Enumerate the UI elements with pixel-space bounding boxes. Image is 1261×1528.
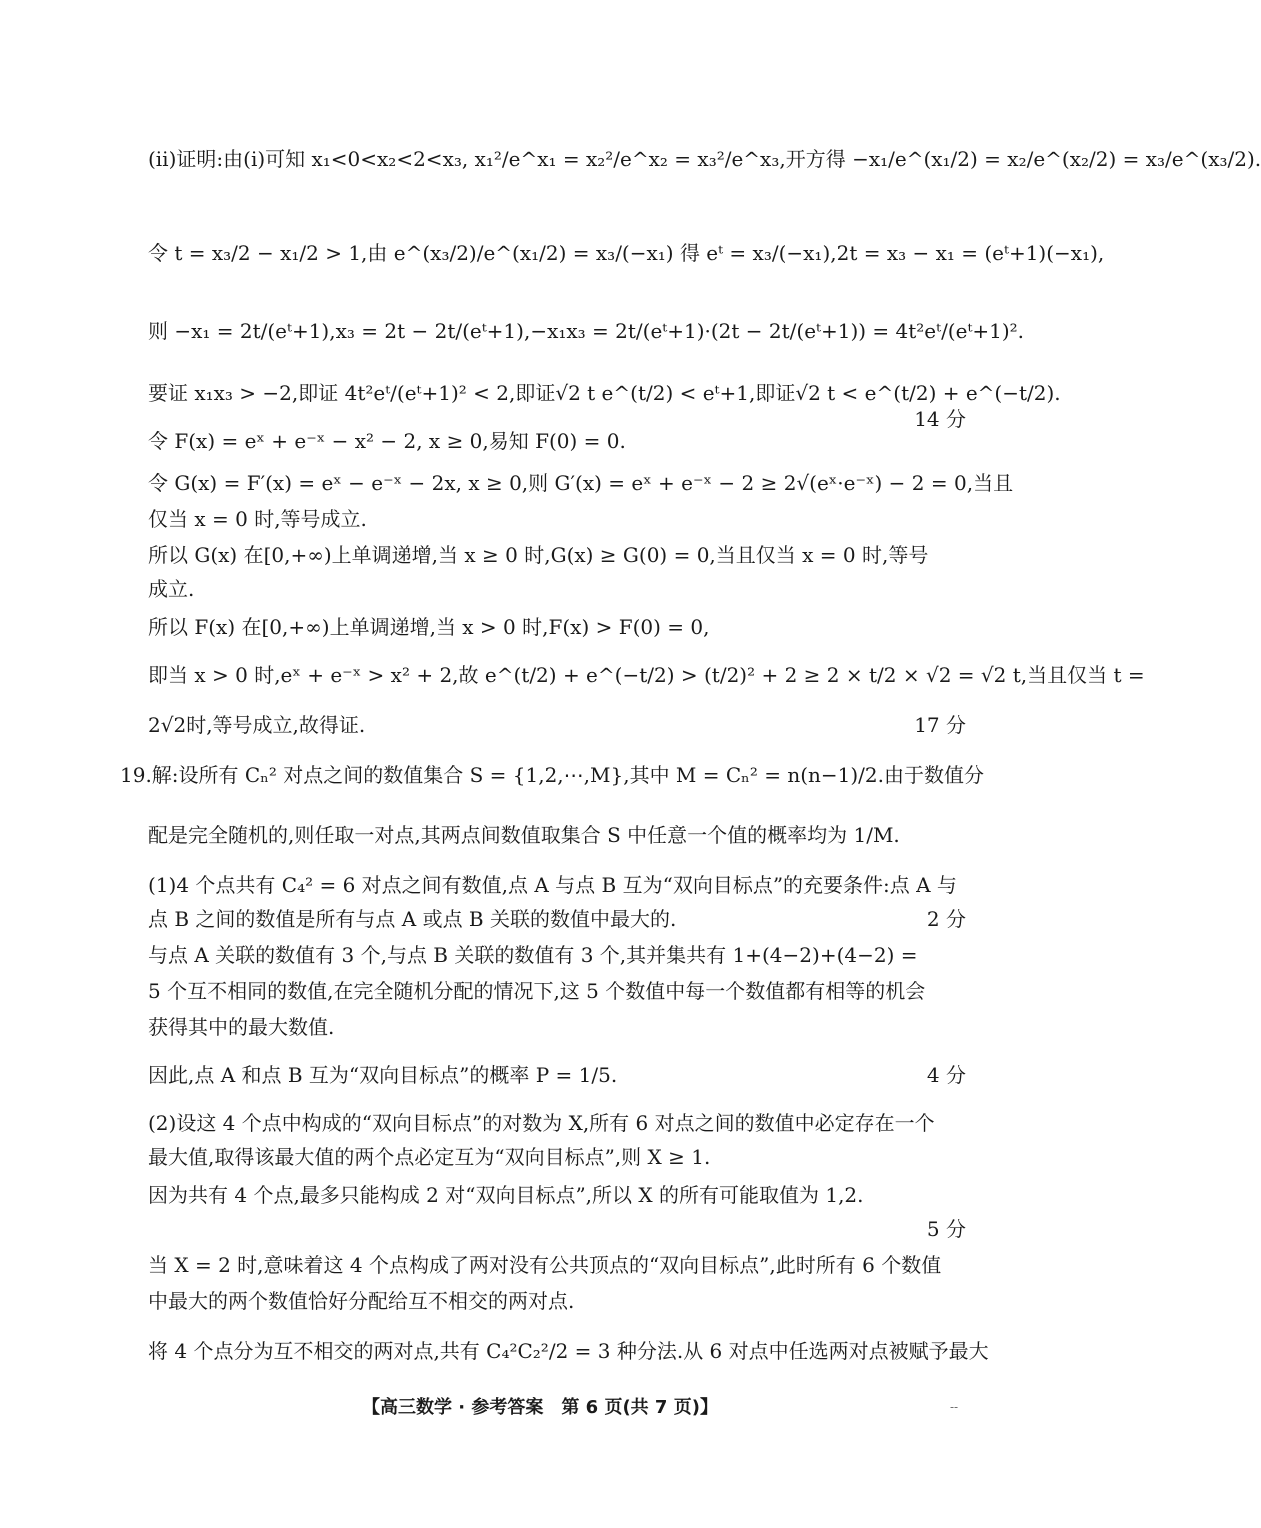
score-label: 2 分	[926, 907, 966, 931]
text-line: 所以 G(x) 在[0,+∞)上单调递增,当 x ≥ 0 时,G(x) ≥ G(0) = 0,当且仅当 x = 0 时,等号	[148, 543, 929, 567]
text-line: 仅当 x = 0 时,等号成立.	[148, 507, 367, 531]
text-line: (ⅱ)证明:由(ⅰ)可知 x₁<0<x₂<2<x₃, x₁²/e^x₁ = x₂²/e^x₂ = x₃²/e^x₃,开方得 −x₁/e^(x₁/2) = x₂/e^(x₂/2) = x₃/e^(x₃/2).	[148, 147, 1261, 171]
text-line: 则 −x₁ = 2t/(eᵗ+1),x₃ = 2t − 2t/(eᵗ+1),−x₁x₃ = 2t/(eᵗ+1)·(2t − 2t/(eᵗ+1)) = 4t²eᵗ/(eᵗ+1)².	[148, 319, 1025, 343]
page-footer: 【高三数学 · 参考答案 第 6 页(共 7 页)】	[362, 1397, 718, 1418]
text-line: 中最大的两个数值恰好分配给互不相交的两对点.	[148, 1289, 575, 1313]
text-line: 最大值,取得该最大值的两个点必定互为“双向目标点”,则 X ≥ 1.	[148, 1145, 711, 1169]
text-line: 获得其中的最大数值.	[148, 1015, 335, 1039]
text-line: 因为共有 4 个点,最多只能构成 2 对“双向目标点”,所以 X 的所有可能取值为 1,2.	[148, 1183, 864, 1207]
text-line: 令 G(x) = F′(x) = eˣ − e⁻ˣ − 2x, x ≥ 0,则 G′(x) = eˣ + e⁻ˣ − 2 ≥ 2√(eˣ·e⁻ˣ) − 2 = 0,当且	[148, 471, 1014, 495]
text-line: 所以 F(x) 在[0,+∞)上单调递增,当 x > 0 时,F(x) > F(0) = 0,	[148, 615, 710, 639]
score-label: 17 分	[914, 713, 966, 737]
text-line: 19.解:设所有 Cₙ² 对点之间的数值集合 S = {1,2,⋯,M},其中 M = Cₙ² = n(n−1)/2.由于数值分	[120, 763, 984, 787]
text-line: 令 F(x) = eˣ + e⁻ˣ − x² − 2, x ≥ 0,易知 F(0) = 0.	[148, 429, 626, 453]
text-line: 点 B 之间的数值是所有与点 A 或点 B 关联的数值中最大的. 2 分	[148, 907, 966, 931]
text-line: 成立.	[148, 577, 195, 601]
text-line: 即当 x > 0 时,eˣ + e⁻ˣ > x² + 2,故 e^(t/2) + e^(−t/2) > (t/2)² + 2 ≥ 2 × t/2 × √2 = √2 t,当且仅当 t =	[148, 663, 1145, 687]
corner-mark: --	[950, 1400, 959, 1414]
text-line: 2√2时,等号成立,故得证. 17 分	[148, 713, 966, 737]
text-line: (2)设这 4 个点中构成的“双向目标点”的对数为 X,所有 6 对点之间的数值中必定存在一个	[148, 1111, 935, 1135]
text-line: 当 X = 2 时,意味着这 4 个点构成了两对没有公共顶点的“双向目标点”,此时所有 6 个数值	[148, 1253, 942, 1277]
text-line: 将 4 个点分为互不相交的两对点,共有 C₄²C₂²/2 = 3 种分法.从 6 对点中任选两对点被赋予最大	[148, 1339, 989, 1363]
text-line: 配是完全随机的,则任取一对点,其两点间数值取集合 S 中任意一个值的概率均为 1/M.	[148, 823, 900, 847]
text-line: 因此,点 A 和点 B 互为“双向目标点”的概率 P = 1/5. 4 分	[148, 1063, 966, 1087]
score-label: 4 分	[926, 1063, 966, 1087]
text-line: 要证 x₁x₃ > −2,即证 4t²eᵗ/(eᵗ+1)² < 2,即证√2 t e^(t/2) < eᵗ+1,即证√2 t < e^(t/2) + e^(−t/2). 14 分	[148, 381, 1061, 431]
text-line: 5 个互不相同的数值,在完全随机分配的情况下,这 5 个数值中每一个数值都有相等的机会	[148, 979, 926, 1003]
text-line	[148, 1216, 966, 1242]
score-label: 14 分	[914, 407, 966, 431]
text-line: 与点 A 关联的数值有 3 个,与点 B 关联的数值有 3 个,其并集共有 1+(4−2)+(4−2) =	[148, 943, 918, 967]
text-line: 令 t = x₃/2 − x₁/2 > 1,由 e^(x₃/2)/e^(x₁/2) = x₃/(−x₁) 得 eᵗ = x₃/(−x₁),2t = x₃ − x₁ = (eᵗ+1)(−x₁),	[148, 241, 1105, 265]
score-label: 5 分	[926, 1217, 966, 1241]
text-line: (1)4 个点共有 C₄² = 6 对点之间有数值,点 A 与点 B 互为“双向目标点”的充要条件:点 A 与	[148, 873, 957, 897]
